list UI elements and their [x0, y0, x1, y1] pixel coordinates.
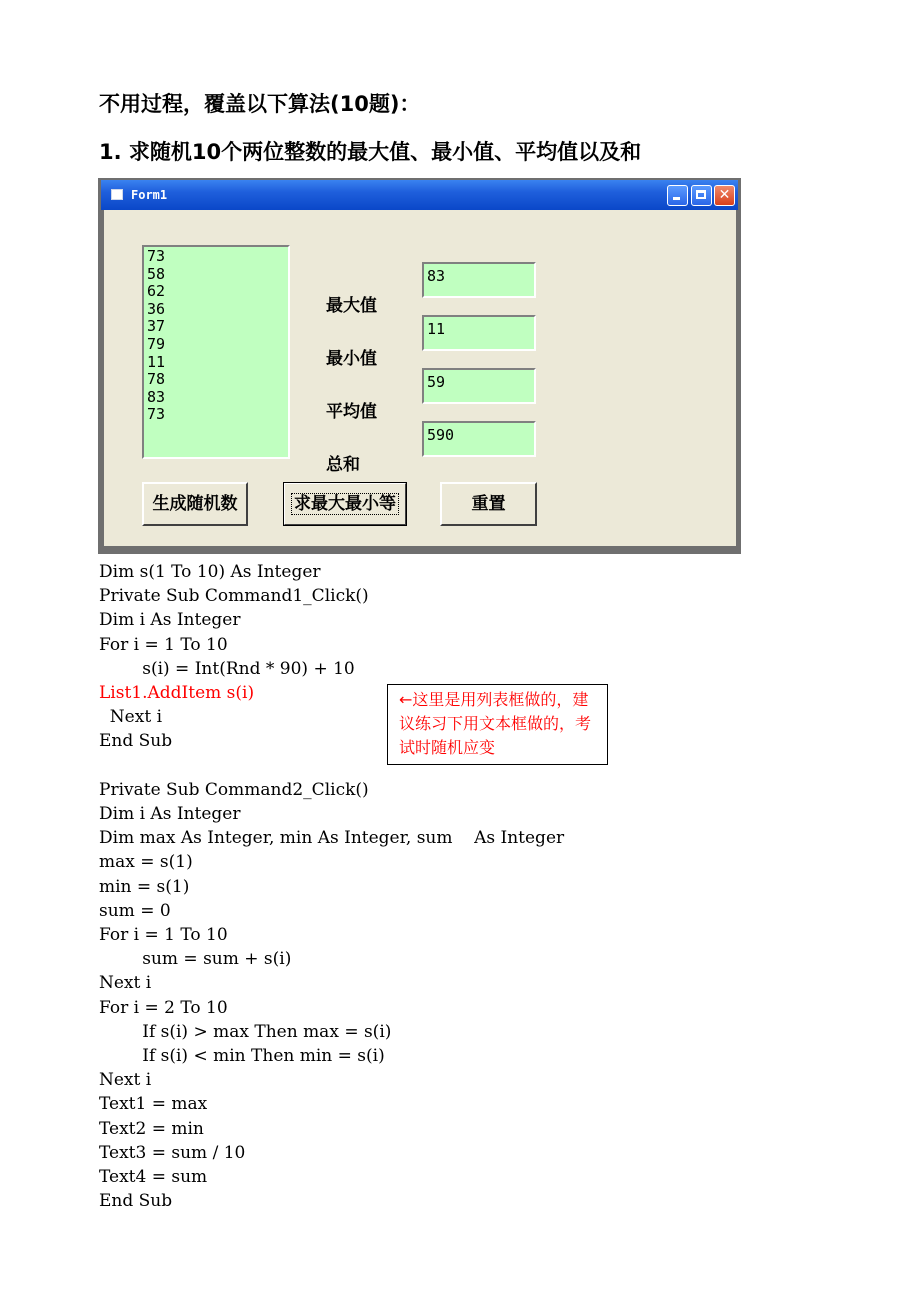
text2-min[interactable]: 11: [422, 315, 536, 351]
code-line: Text3 = sum / 10: [99, 1142, 246, 1163]
code-line: End Sub: [99, 731, 173, 752]
form-icon: [111, 189, 123, 200]
question-title: 1. 求随机10个两位整数的最大值、最小值、平均值以及和: [99, 140, 642, 164]
code-line: Next i: [99, 1070, 152, 1091]
code-line: Text2 = min: [99, 1118, 204, 1139]
minimize-button[interactable]: [667, 185, 688, 206]
code-line: Next i: [99, 707, 163, 728]
code-listing: [99, 560, 564, 1213]
code-line: Private Sub Command2_Click(): [99, 779, 369, 800]
code-line: For i = 1 To 10: [99, 634, 228, 655]
note-box: ←这里是用列表框做的，建议练习下用文本框做的，考试时随机应变: [387, 684, 608, 765]
list-item[interactable]: 37: [147, 317, 166, 336]
code-line: List1.AddItem s(i): [99, 683, 255, 704]
code-line: For i = 1 To 10: [99, 925, 228, 946]
code-line: Dim s(1 To 10) As Integer: [99, 562, 321, 582]
code-line: Next i: [99, 973, 152, 994]
minimize-icon: [668, 186, 687, 205]
section-heading: 不用过程，覆盖以下算法(10题)：: [99, 92, 421, 116]
text1-max[interactable]: 83: [422, 262, 536, 298]
reset-button[interactable]: 重置: [440, 482, 537, 526]
list-item[interactable]: 83: [147, 387, 166, 406]
vb-form-window: [98, 178, 741, 554]
compute-stats-button[interactable]: [283, 482, 407, 526]
code-line: max = s(1): [99, 852, 193, 873]
code-line: s(i) = Int(Rnd * 90) + 10: [99, 658, 355, 679]
generate-random-button[interactable]: 生成随机数: [142, 482, 248, 526]
window-title: Form1: [131, 188, 168, 202]
code-line: If s(i) > max Then max = s(i): [99, 1021, 392, 1042]
code-line: Dim i As Integer: [99, 610, 241, 631]
code-line: Dim i As Integer: [99, 804, 241, 825]
code-line: Text4 = sum: [99, 1167, 208, 1188]
list-item[interactable]: 73: [147, 247, 166, 265]
list-item[interactable]: 62: [147, 282, 166, 301]
maximize-button[interactable]: [691, 185, 712, 206]
text4-sum[interactable]: 590: [422, 421, 536, 457]
form-client-area: [104, 210, 736, 546]
code-line: min = s(1): [99, 876, 190, 897]
list1[interactable]: [142, 245, 290, 459]
title-bar[interactable]: [101, 180, 738, 210]
code-line: sum = sum + s(i): [99, 949, 292, 970]
list-item[interactable]: 58: [147, 264, 166, 283]
code-line: For i = 2 To 10: [99, 997, 228, 1018]
code-line: Private Sub Command1_Click(): [99, 586, 369, 607]
label-min: 最小值: [326, 349, 377, 369]
label-sum: 总和: [326, 455, 360, 475]
list-item[interactable]: 79: [147, 334, 166, 353]
maximize-icon: [692, 186, 711, 205]
text3-avg[interactable]: 59: [422, 368, 536, 404]
code-line: Text1 = max: [99, 1094, 208, 1115]
list-item[interactable]: 73: [147, 405, 166, 424]
close-icon: ✕: [718, 187, 731, 203]
list-item[interactable]: 36: [147, 299, 166, 318]
label-avg: 平均值: [326, 402, 377, 422]
close-button[interactable]: [714, 185, 735, 206]
compute-stats-label: 求最大最小等: [291, 493, 399, 515]
code-line: End Sub: [99, 1191, 173, 1212]
list-item[interactable]: 11: [147, 352, 166, 371]
code-line: If s(i) < min Then min = s(i): [99, 1046, 385, 1067]
code-line: Dim max As Integer, min As Integer, sum As Integer: [99, 828, 565, 849]
label-max: 最大值: [326, 296, 377, 316]
list-item[interactable]: 78: [147, 370, 166, 389]
code-line: sum = 0: [99, 900, 171, 921]
